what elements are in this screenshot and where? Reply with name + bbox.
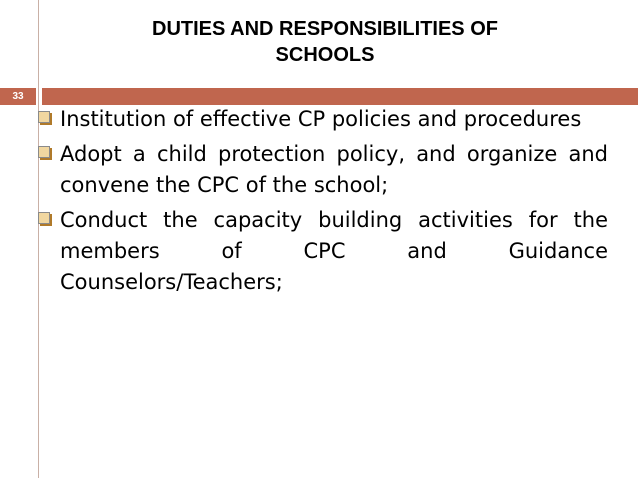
slide-title xyxy=(60,16,590,68)
bullet-text: Adopt a child protection policy, and organize and convene the CPC of the school; xyxy=(60,142,608,197)
header-rule xyxy=(42,88,638,105)
square-bullet-icon xyxy=(38,111,50,123)
bullet-item xyxy=(38,205,608,298)
bullet-item xyxy=(38,139,608,201)
bullet-text: Conduct the capacity building activities for the members of CPC and Guidance Counselors/Teachers; xyxy=(60,208,608,294)
slide-title-line-1: DUTIES AND RESPONSIBILITIES OF xyxy=(152,18,498,40)
slide-title-line-2: SCHOOLS xyxy=(275,44,375,66)
bullet-item xyxy=(38,104,608,135)
square-bullet-icon xyxy=(38,146,50,158)
bullet-text: Institution of effective CP policies and procedures xyxy=(60,107,582,131)
slide-number: 33 xyxy=(0,88,36,105)
square-bullet-icon xyxy=(38,212,50,224)
bullet-list xyxy=(38,104,608,302)
